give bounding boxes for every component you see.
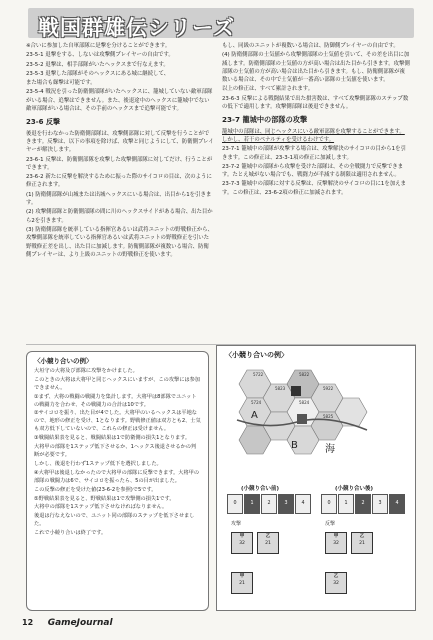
paragraph: 23-5-3 退撃した部隊がそのヘックスにある城に継続して、 [26,70,170,77]
map-text-sea: 海 [325,444,335,455]
page-header [28,8,414,38]
counter-value: 21 [359,541,365,546]
hex-label: 5824 [299,400,310,405]
attack-arrow-label: 攻撃 [231,521,242,527]
counter-value: 21 [265,541,271,546]
track-cell: 0 [227,494,243,514]
track-cell: 4 [295,494,311,514]
unit-counter [257,532,279,554]
paragraph: 23-7-1 籠城中の部隊が攻撃する場合は、攻撃解決のサイコロの目から1を引きます。この修正は、23-3-1項の修正に加減します。 [222,146,406,161]
paragraph: もし、同級のユニットが複数いる場合は、防御側プレイヤーの自由です。 [222,43,399,49]
paragraph: 以上の修正は、すべて累計されます。 [222,86,314,93]
example-step: このときの大将は大将甲と同じヘックスにいますが、この攻撃には参加できません。 [34,376,200,391]
left-column [26,42,214,260]
counter-name: 甲 [333,534,339,539]
paragraph: 23-6-3 反撃による戦闘結果で出た損害数は、すべて攻撃側部隊のステップ数の低下で適用します。攻撃側部隊は後退できません。 [222,95,409,111]
page-footer [22,618,113,628]
counter-name: 甲 [239,534,245,539]
track-cell: 3 [278,494,294,514]
example-step: ④大将甲は後退しなかったので大将甲の部隊に反撃できます。大将甲の部隊の戦闘力は6で、サイコロを振ったら、5の目が出ました。 [34,469,200,484]
example-step: これで小競り合いは終了です。 [34,530,107,537]
brand-logo: GameJournal [47,618,113,628]
paragraph: 23-5-1 退撃をする、しないは攻撃側プレイヤーの自由です。 [26,52,174,59]
paragraph: 後退を行わなかった防衛側部隊は、攻撃側部隊に対して反撃を行うことができます。反撃は、以下の事項を除けば、攻撃と同じようにして、防衛側プレイヤーが解決します。 [26,130,214,154]
section-lead: 籠城中の部隊は、同じヘックスにいる敵軍部隊を攻撃することができます。しかし、若干のペナルティを受けるわけです。 [222,128,405,143]
paragraph: 23-7-3 籠城中の部隊に対する反撃は、反撃解決のサイコロの目に1を加えます。この修正は、23-6-2項の修正に加減されます。 [222,181,406,196]
track-cell: 1 [338,494,354,514]
paragraph: 23-5-4 戦況を引った防衛側部隊がいたヘックスに、籠城していない敵軍部隊がいる場合、追撃はできません。また、後退途中のヘックスに籠城中でない敵軍部隊がいる場合は、その手前のヘックスまで追撃可能です。 [26,89,213,113]
counter-name: 甲 [239,574,245,579]
unit-counter [325,532,347,554]
track-cell: 2 [261,494,277,514]
paragraph: ※合いに参加した自軍部隊に是撃を分けることができます。 [26,43,171,49]
unit-counter [325,572,347,594]
hex-label: 5825 [323,414,334,419]
example-figure-box [216,345,416,611]
step-track-before [227,494,312,514]
example-step: ⑤野戦結果表を見ると、野戦結果は1で攻撃側の損失1です。 [34,495,175,502]
example-step: ①まず、大将の戦闘の戦闘力を集計します。大将甲は8部隊でユニットの戦闘力を合わせ、その戦闘力の合計は10です。 [34,393,197,408]
hex-map [227,360,377,470]
step-track-after [321,494,406,514]
example-area [26,344,416,615]
counter-value: 32 [333,541,339,546]
unit-counter [351,532,373,554]
example-step: 大垣守の大将及び部隊に攻撃をかけました。 [34,367,138,374]
before-label: (小競り合い前) [241,486,280,492]
paragraph: (1) 防衛側部隊が山城または出城ヘックスにいる場合は、出目から1を引きます。 [26,191,212,207]
paragraph: また場合も繰撃は可能です。 [26,80,96,87]
hex-label: 5922 [323,386,334,391]
hex-label: 5722 [253,372,264,377]
example-text-box [26,351,209,611]
paragraph: (3) 防衛側部隊を統率している指揮官あるいは武将ユニットの野戦修正から、攻撃側部隊を統率している指揮官あるいは武将ユニットの野戦修正を引いた野戦修正差を出し、出た目に加減します。防衛側部隊が複数いる場合、防衛側プレイヤーは、より上級のユニットの野戦修正を使います。 [26,226,214,258]
after-label: (小競り合い後) [335,486,374,492]
track-cell: 4 [389,494,405,514]
paragraph: 23-6-2 新たに反撃を解決するために振った際のサイコロの目は、次のように修正されます。 [26,174,212,189]
page-number: 12 [22,618,34,627]
figure-title: 〈小競り合いの例〉 [225,351,288,359]
paragraph: (2) 攻撃側部隊と防衛側部隊の間に川のヘックスサイドがある場合、出た目から2を引きます。 [26,209,213,224]
example-step: しかし、後退を行わず1ステップ低下を選択しました。 [34,460,162,467]
counter-value: 32 [333,581,339,586]
unit-counter [231,532,253,554]
right-column [222,42,410,198]
counter-name: 乙 [265,534,271,539]
counter-name: 乙 [333,574,339,579]
example-step: 後退は行なえないので、ユニット同の部隊のステップを低下させました。 [34,513,195,528]
section-heading-23-7: 23-7 籠城中の部隊の攻撃 [222,115,308,125]
example-step: ③戦闘結果表を見ると、戦闘結果は1で防衛側の損失1となります。 [34,435,191,442]
example-step: 大将中の部隊を1ステップ低下させなければなりません。 [34,504,168,511]
counter-arrow-label: 反撃 [325,521,336,527]
paragraph: (4) 防衛側部隊の士気値から攻撃側部隊の士気値を引いて、その差を出目に加減します。防衛側部隊の士気値の方が高い場合は出た目から引きます。攻撃側部隊の士気値の方が高い場合は出た目から引きます。もし、防衛側部隊が複数いる場合は、その中で士気値が一番高い部隊の士気値を使います。 [222,52,410,84]
section-heading-23-6: 23-6 反撃 [26,118,60,127]
paragraph: 23-5-2 退撃は、相手部隊がいたヘックスまで行なえます。 [26,61,169,68]
unit-counter-a [291,386,301,396]
example-step: この反撃の修正を受けた値(23-6-2を参照)で5です。 [34,486,157,493]
paragraph: 23-7-2 籠城中の部隊から攻撃を受けた部隊は、その全戦闘力で反撃できます。たとえ城がない場合でも、戦闘力が半減する制限は適用されません。 [222,163,404,179]
example-step: ②サイコロを振り、出た目が4でした。大将甲のいるヘックスは平地なので、地形の修正を受け、1となります。野戦修正値は双方とも2、士気も双方低下していないので、これらの修正は受けません。 [34,410,201,433]
unit-counter-b [297,414,307,424]
hex-label: 5724 [251,400,262,405]
map-text-a: A [251,410,258,421]
track-cell: 1 [244,494,260,514]
track-cell: 3 [372,494,388,514]
counter-name: 乙 [359,534,365,539]
paragraph: 23-6-1 反撃は、防衛側部隊を攻撃した攻撃側部隊に対してだけ、行うことができます。 [26,156,213,171]
example-title: 〈小競り合いの例〉 [34,357,93,365]
counter-value: 32 [239,541,245,546]
series-title: 戦国群雄伝シリーズ [38,15,235,40]
counter-value: 21 [239,581,245,586]
unit-counter [231,572,253,594]
track-cell: 2 [355,494,371,514]
hex-label: 5823 [275,386,286,391]
track-cell: 0 [321,494,337,514]
map-text-b: B [291,440,298,451]
example-step: 大将甲の部隊を1ステップ低下させるか、1ヘックス後退させるかの判断が必要です。 [34,444,197,458]
hex-label: 5822 [299,372,310,377]
